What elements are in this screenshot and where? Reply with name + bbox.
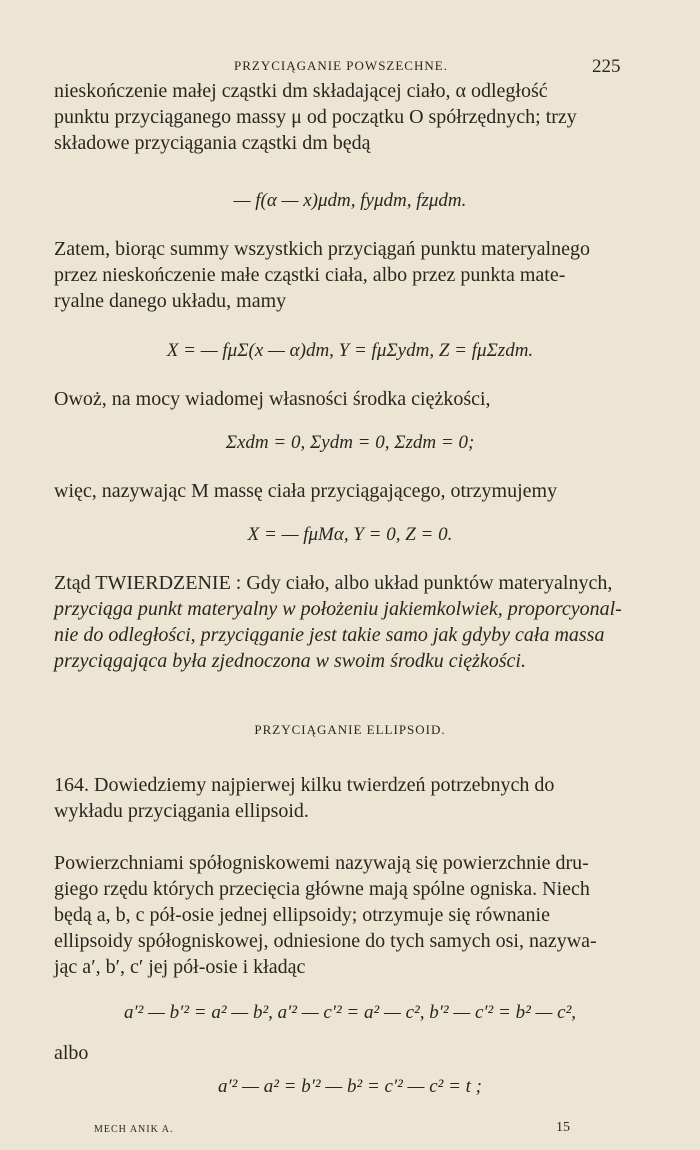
equation-5: a′² — b′² = a² — b², a′² — c′² = a² — c², b′² — c′² = b² — c², [123, 1002, 577, 1023]
text-line: Owoż, na mocy wiadomej własności środka ciężkości, [54, 388, 491, 410]
text-line: przyciąga punkt materyalny w położeniu jakiemkolwiek, proporcyonal- [54, 598, 622, 620]
text-line: przez nieskończenie małe cząstki ciała, albo przez punkta mate- [54, 264, 566, 286]
theorem-paragraph [54, 570, 644, 674]
text-line: wykładu przyciągania ellipsoid. [54, 800, 309, 822]
text-line: 164. Dowiedziemy najpierwej kilku twierdzeń potrzebnych do [54, 774, 555, 796]
text-line: Ztąd TWIERDZENIE : Gdy ciało, albo układ punktów materyalnych, [54, 572, 613, 594]
paragraph-164 [54, 772, 644, 824]
section-heading: PRZYCIĄGANIE ELLIPSOID. [254, 722, 446, 737]
text-line: giego rzędu których przecięcia główne mają spólne ogniska. Niech [54, 878, 590, 900]
equation-1: — f(α — x)μdm, fyμdm, fzμdm. [233, 190, 467, 211]
equation-6: a′² — a² = b′² — b² = c′² — c² = t ; [217, 1076, 482, 1097]
equation-3: Σxdm = 0, Σydm = 0, Σzdm = 0; [225, 432, 475, 453]
text-line: punktu przyciąganego massy μ od początku O spółrzędnych; trzy [54, 106, 577, 128]
text-line: będą a, b, c pół-osie jednej ellipsoidy; otrzymuje się równanie [54, 904, 550, 926]
text-line: ellipsoidy spółogniskowej, odniesione do tych samych osi, nazywa- [54, 930, 597, 952]
text-line: jąc a′, b′, c′ jej pół-osie i kładąc [54, 956, 306, 978]
text-line: Powierzchniami spółogniskowemi nazywają się powierzchnie dru- [54, 852, 589, 874]
text-line: składowe przyciągania cząstki dm będą [54, 132, 371, 154]
text-line: ryalne danego układu, mamy [54, 290, 287, 312]
text-line: nie do odległości, przyciąganie jest takie samo jak gdyby cała massa [54, 624, 605, 646]
running-title: PRZYCIĄGANIE POWSZECHNE. [234, 58, 448, 73]
signature-mark: MECH ANIK A. [94, 1124, 174, 1135]
text-line: albo [54, 1042, 89, 1064]
text-line: Zatem, biorąc summy wszystkich przyciągań punktu materyalnego [54, 238, 590, 260]
paragraph-1 [54, 78, 644, 156]
sheet-number: 15 [556, 1120, 570, 1135]
paragraph-2 [54, 236, 644, 314]
text-line: nieskończenie małej cząstki dm składającej ciało, α odległość [54, 80, 548, 102]
paragraph-8 [54, 1040, 644, 1066]
paragraph-3 [54, 386, 644, 412]
page-header [0, 56, 700, 80]
text-line: przyciągająca była zjednoczona w swoim środku ciężkości. [54, 650, 526, 672]
page-number: 225 [592, 56, 621, 77]
paragraph-7 [54, 850, 644, 980]
text-line: więc, nazywając M massę ciała przyciągającego, otrzymujemy [54, 480, 558, 502]
paragraph-4 [54, 478, 644, 504]
equation-2: X = — fμΣ(x — α)dm, Y = fμΣydm, Z = fμΣzdm. [166, 340, 534, 361]
equation-4: X = — fμMα, Y = 0, Z = 0. [247, 524, 453, 545]
